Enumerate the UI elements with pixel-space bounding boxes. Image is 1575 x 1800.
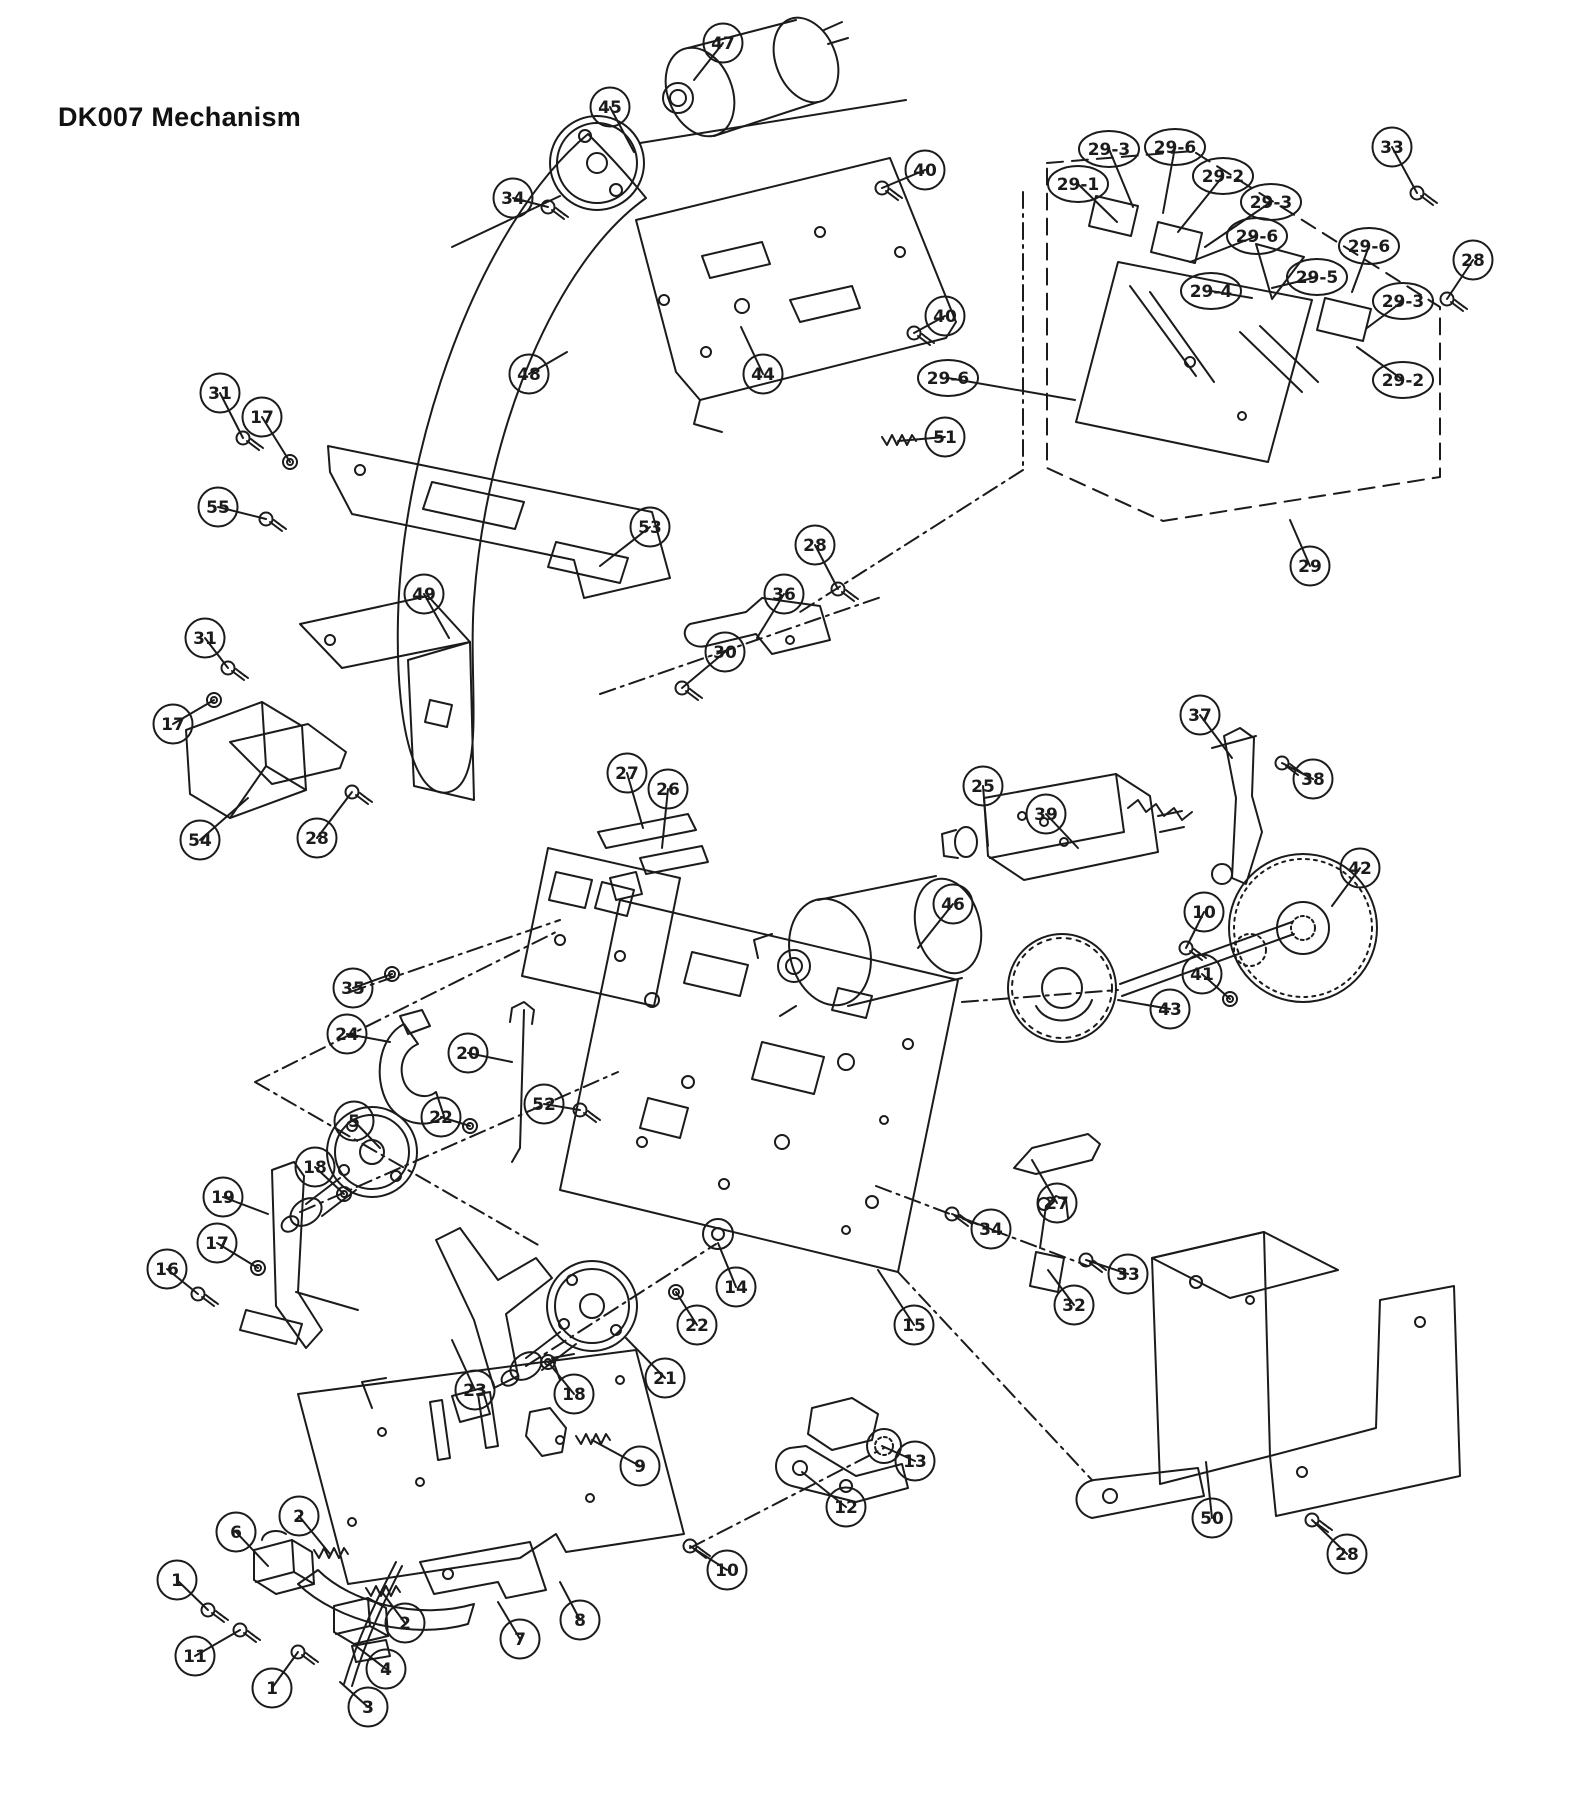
spring-icon (576, 1434, 610, 1444)
page-title: DK007 Mechanism (58, 102, 302, 132)
svg-text:29-6: 29-6 (1235, 227, 1279, 247)
callout-2 (280, 1497, 319, 1536)
svg-text:1: 1 (266, 1679, 278, 1699)
svg-text:3: 3 (362, 1698, 374, 1718)
callout-29-3 (1241, 184, 1301, 220)
callout-54 (181, 821, 220, 860)
screw-icon (676, 682, 703, 701)
svg-text:19: 19 (211, 1188, 235, 1208)
hardware-glyphs (192, 182, 1468, 1665)
svg-text:6: 6 (230, 1523, 242, 1543)
belt-48 (398, 134, 646, 793)
main-chassis-15 (560, 900, 958, 1272)
reel-table-21 (499, 1261, 637, 1389)
callout-29 (1291, 547, 1330, 586)
callout-52 (525, 1085, 564, 1124)
bracket-49 (300, 596, 474, 800)
callout-40 (926, 297, 965, 336)
callout-9 (621, 1447, 660, 1486)
callout-1 (158, 1561, 197, 1600)
svg-text:32: 32 (1062, 1296, 1086, 1316)
callout-17 (243, 398, 282, 437)
svg-text:4: 4 (380, 1660, 392, 1680)
svg-text:29-5: 29-5 (1295, 268, 1339, 288)
callout-23 (456, 1371, 495, 1410)
callout-24 (328, 1015, 367, 1054)
callout-44 (744, 355, 783, 394)
callout-48 (510, 355, 549, 394)
svg-text:46: 46 (941, 895, 965, 915)
callout-29-3 (1373, 283, 1433, 319)
svg-text:33: 33 (1380, 138, 1404, 158)
svg-text:10: 10 (715, 1561, 739, 1581)
callout-38 (1294, 760, 1333, 799)
callout-18 (555, 1375, 594, 1414)
svg-text:51: 51 (933, 428, 957, 448)
callout-27 (608, 754, 647, 793)
plate-54 (186, 702, 346, 818)
callout-29-6 (1339, 228, 1399, 264)
lever-27-right (1014, 1134, 1100, 1174)
callout-28 (796, 526, 835, 565)
svg-text:43: 43 (1158, 1000, 1182, 1020)
svg-text:37: 37 (1188, 706, 1212, 726)
svg-text:29-1: 29-1 (1056, 175, 1100, 195)
svg-text:27: 27 (615, 764, 639, 784)
callout-4 (367, 1650, 406, 1689)
callout-34 (972, 1210, 1011, 1249)
svg-text:21: 21 (653, 1369, 677, 1389)
svg-text:34: 34 (979, 1220, 1003, 1240)
svg-text:24: 24 (335, 1025, 359, 1045)
callout-29-3 (1079, 131, 1139, 167)
callout-53 (631, 508, 670, 547)
callout-27 (1038, 1184, 1077, 1223)
svg-text:50: 50 (1200, 1509, 1224, 1529)
svg-text:40: 40 (933, 307, 957, 327)
svg-text:18: 18 (303, 1158, 327, 1178)
callout-33 (1373, 128, 1412, 167)
svg-text:41: 41 (1190, 965, 1214, 985)
svg-text:29-3: 29-3 (1087, 140, 1131, 160)
callout-30 (706, 633, 745, 672)
construction-lines (255, 596, 1118, 1548)
callout-3 (349, 1688, 388, 1727)
svg-text:29-3: 29-3 (1381, 292, 1425, 312)
callout-51 (926, 418, 965, 457)
callout-6 (217, 1513, 256, 1552)
callout-22 (678, 1306, 717, 1345)
callout-12 (827, 1488, 866, 1527)
svg-text:16: 16 (155, 1260, 179, 1280)
callout-29-2 (1373, 362, 1433, 398)
callout-50 (1193, 1499, 1232, 1538)
svg-text:42: 42 (1348, 859, 1372, 879)
callout-28 (1328, 1535, 1367, 1574)
callout-14 (717, 1268, 756, 1307)
callout-35 (334, 969, 373, 1008)
screw-icon (234, 1624, 261, 1643)
svg-text:17: 17 (250, 408, 274, 428)
callout-8 (561, 1601, 600, 1640)
svg-text:34: 34 (501, 189, 525, 209)
callout-1 (253, 1669, 292, 1708)
svg-text:29: 29 (1298, 557, 1322, 577)
svg-text:40: 40 (913, 161, 937, 181)
screw-icon (260, 513, 287, 532)
lever-12 (776, 1398, 908, 1502)
callout-40 (906, 151, 945, 190)
svg-text:29-6: 29-6 (1347, 237, 1391, 257)
callout-29-6 (918, 360, 978, 396)
callout-28 (1454, 241, 1493, 280)
svg-text:36: 36 (772, 585, 796, 605)
svg-text:29-2: 29-2 (1381, 371, 1425, 391)
svg-text:55: 55 (206, 498, 230, 518)
callout-22 (422, 1098, 461, 1137)
svg-text:20: 20 (456, 1044, 480, 1064)
svg-text:9: 9 (634, 1457, 646, 1477)
svg-text:28: 28 (1335, 1545, 1359, 1565)
svg-text:8: 8 (574, 1611, 586, 1631)
screw-icon (1080, 1254, 1107, 1273)
callout-32 (1055, 1286, 1094, 1325)
svg-text:15: 15 (902, 1316, 926, 1336)
callout-17 (198, 1224, 237, 1263)
svg-text:44: 44 (751, 365, 775, 385)
svg-text:53: 53 (638, 518, 662, 538)
callout-37 (1181, 696, 1220, 735)
bracket-53 (328, 446, 670, 598)
svg-text:11: 11 (183, 1647, 207, 1667)
callout-39 (1027, 795, 1066, 834)
svg-text:29-3: 29-3 (1249, 193, 1293, 213)
svg-text:7: 7 (514, 1630, 526, 1650)
callout-25 (964, 767, 1003, 806)
callout-10 (708, 1551, 747, 1590)
svg-text:22: 22 (685, 1316, 709, 1336)
svg-text:33: 33 (1116, 1265, 1140, 1285)
svg-text:22: 22 (429, 1108, 453, 1128)
svg-text:2: 2 (293, 1507, 305, 1527)
svg-text:35: 35 (341, 979, 365, 999)
svg-text:28: 28 (305, 829, 329, 849)
svg-text:47: 47 (711, 34, 735, 54)
screw-icon (946, 1208, 973, 1227)
svg-text:18: 18 (562, 1385, 586, 1405)
levers-26-27 (598, 814, 708, 900)
svg-text:13: 13 (903, 1452, 927, 1472)
svg-text:10: 10 (1192, 903, 1216, 923)
callout-11 (176, 1637, 215, 1676)
lever-37 (1128, 728, 1262, 884)
svg-text:17: 17 (205, 1234, 229, 1254)
svg-text:1: 1 (171, 1571, 183, 1591)
svg-text:48: 48 (517, 365, 541, 385)
chassis-plate-44 (636, 158, 956, 432)
callout-31 (201, 374, 240, 413)
svg-text:52: 52 (532, 1095, 556, 1115)
svg-text:14: 14 (724, 1278, 748, 1298)
callout-31 (186, 619, 225, 658)
svg-text:23: 23 (463, 1381, 487, 1401)
callout-29-2 (1193, 158, 1253, 194)
callout-29-6 (1145, 129, 1205, 165)
callout-29-4 (1181, 273, 1241, 309)
wire-20 (510, 1002, 534, 1162)
callout-21 (646, 1359, 685, 1398)
svg-text:54: 54 (188, 831, 212, 851)
svg-text:25: 25 (971, 777, 995, 797)
flywheel-45 (452, 100, 906, 247)
svg-text:28: 28 (803, 536, 827, 556)
svg-text:31: 31 (208, 384, 232, 404)
callout-49 (405, 575, 444, 614)
svg-text:2: 2 (399, 1614, 411, 1634)
callout-26 (649, 770, 688, 809)
callout-15 (895, 1306, 934, 1345)
callout-7 (501, 1620, 540, 1659)
harness-box-29 (800, 151, 1440, 612)
svg-text:26: 26 (656, 780, 680, 800)
callout-29-1 (1048, 166, 1108, 202)
svg-text:31: 31 (193, 629, 217, 649)
callout-36 (765, 575, 804, 614)
callout-17 (154, 705, 193, 744)
svg-text:5: 5 (348, 1112, 360, 1132)
svg-text:17: 17 (161, 715, 185, 735)
callout-45 (591, 88, 630, 127)
svg-text:29-6: 29-6 (926, 369, 970, 389)
svg-text:30: 30 (713, 643, 737, 663)
svg-text:29-2: 29-2 (1201, 167, 1245, 187)
callout-16 (148, 1250, 187, 1289)
callout-55 (199, 488, 238, 527)
svg-text:12: 12 (834, 1498, 858, 1518)
callout-19 (204, 1178, 243, 1217)
callout-33 (1109, 1255, 1148, 1294)
callout-28 (298, 819, 337, 858)
screw-icon (1306, 1514, 1333, 1533)
svg-text:39: 39 (1034, 805, 1058, 825)
screw-icon (192, 1288, 219, 1307)
guide-24 (380, 1010, 444, 1124)
callout-13 (896, 1442, 935, 1481)
callout-20 (449, 1034, 488, 1073)
svg-text:27: 27 (1045, 1194, 1069, 1214)
svg-text:29-4: 29-4 (1189, 282, 1233, 302)
svg-text:28: 28 (1461, 251, 1485, 271)
callout-29-5 (1287, 259, 1347, 295)
svg-text:45: 45 (598, 98, 622, 118)
callout-balloons (148, 24, 1493, 1727)
switch-6 (254, 1531, 314, 1594)
callout-34 (494, 179, 533, 218)
svg-text:29-6: 29-6 (1153, 138, 1197, 158)
svg-text:38: 38 (1301, 770, 1325, 790)
spring-icon (314, 1548, 348, 1558)
callout-10 (1185, 893, 1224, 932)
callout-46 (934, 885, 973, 924)
head-plate (522, 848, 680, 1006)
svg-text:49: 49 (412, 585, 436, 605)
screw-icon (1441, 293, 1468, 312)
callout-43 (1151, 990, 1190, 1029)
gear-43 (1008, 934, 1116, 1042)
